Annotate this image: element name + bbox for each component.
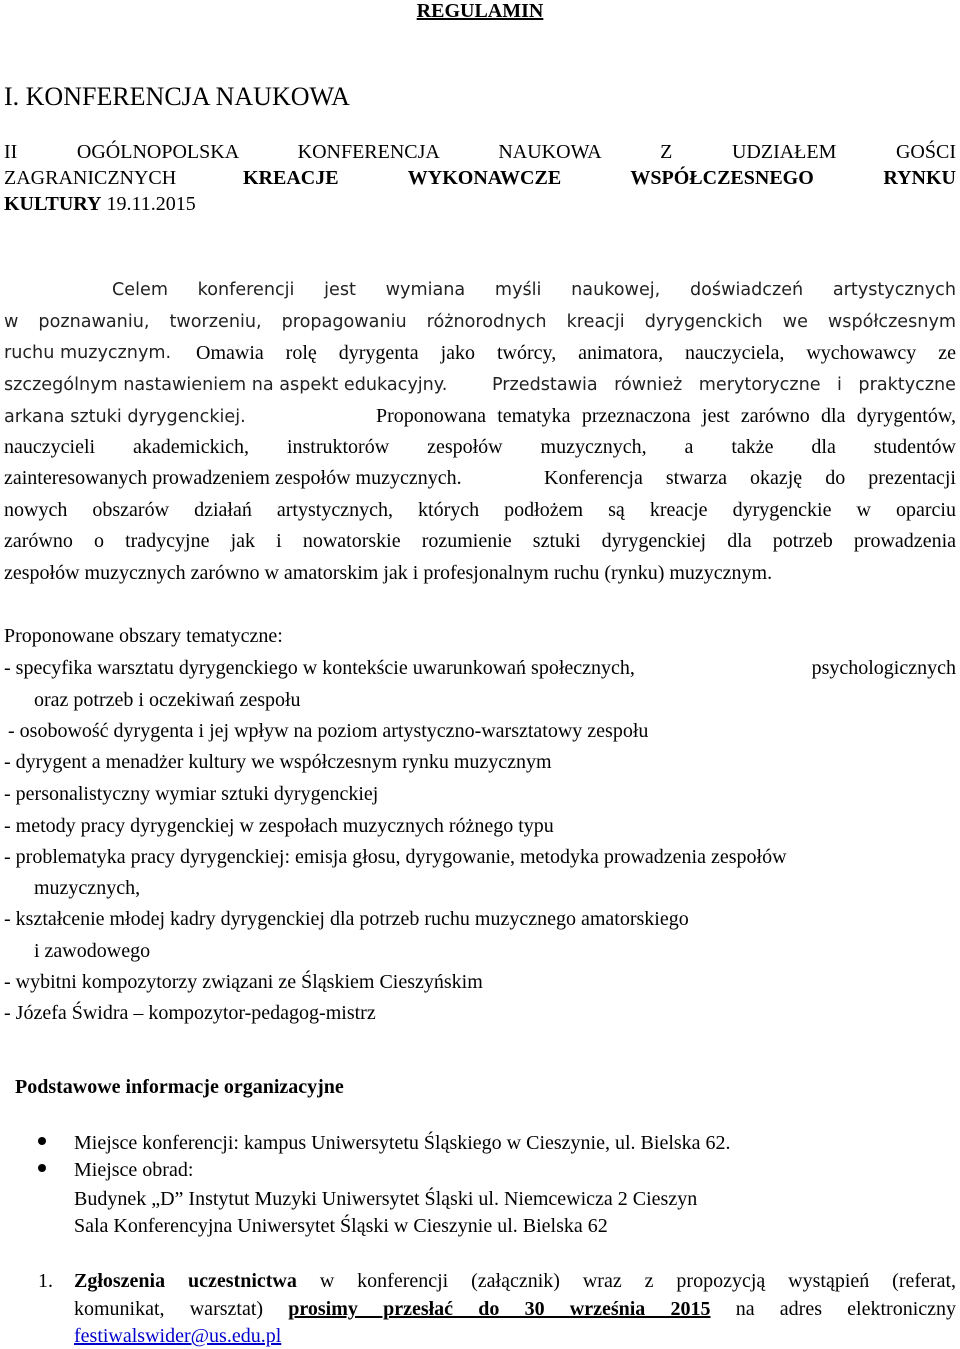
topic-line-6b: muzycznych,: [34, 877, 141, 899]
bullet-icon: [38, 1137, 46, 1145]
numbered-item-lead: Zgłoszenia uczestnictwa: [74, 1270, 297, 1292]
email-row: [74, 1323, 956, 1349]
intro-line-3: [4, 340, 956, 366]
section-heading: I. KONFERENCJA NAUKOWA: [4, 82, 350, 111]
intro-line-1: Celem konferencji jest wymiana myśli naukowej, doświadczeń artystycznych: [112, 280, 956, 300]
numbered-item-text-1: w konferencji (załącznik) wraz z propozycją wystąpień (referat,: [319, 1270, 956, 1292]
topic-line-2: - osobowość dyrygenta i jej wpływ na poziom artystyczno-warsztatowy zespołu: [8, 720, 649, 742]
intro-line-10: zespołów muzycznych zarówno w amatorskim jak i profesjonalnym ruchu (rynku) muzycznym.: [4, 562, 773, 584]
org-bullet-2-line-2: Budynek „D” Instytut Muzyki Uniwersytet Śląski ul. Niemcewicza 2 Cieszyn: [74, 1188, 698, 1210]
intro-sentence-4-end: zainteresowanych prowadzeniem zespołów muzycznych.: [4, 467, 462, 489]
numbered-item-text-2b: na adres elektroniczny: [735, 1298, 957, 1320]
numbered-item-text-2a: komunikat, warsztat): [74, 1298, 264, 1320]
conference-line-1: II OGÓLNOPOLSKA KONFERENCJA NAUKOWA Z UDZIAŁEM GOŚCI: [4, 141, 956, 163]
intro-sentence-1-end: ruchu muzycznym.: [4, 343, 172, 363]
topic-line-5: - metody pracy dyrygenckiej w zespołach muzycznych różnego typu: [4, 815, 554, 837]
topic-line-4: - personalistyczny wymiar sztuki dyrygenckiej: [4, 783, 379, 805]
topic-line-7: - kształcenie młodej kadry dyrygenckiej dla potrzeb ruchu muzycznego amatorskiego: [4, 908, 689, 930]
topic-line-9: - Józefa Świdra – kompozytor-pedagog-mistrz: [4, 1002, 376, 1024]
org-heading: Podstawowe informacje organizacyjne: [15, 1076, 344, 1098]
topic-line-8: - wybitni kompozytorzy związani ze Śląskiem Cieszyńskim: [4, 971, 483, 993]
conference-line-3: [4, 191, 956, 217]
org-bullet-2-line-3: Sala Konferencyjna Uniwersytet Śląski w Cieszynie ul. Bielska 62: [74, 1215, 608, 1237]
topic-line-7b: i zawodowego: [34, 940, 151, 962]
topic-1-start: - specyfika warsztatu dyrygenckiego w kontekście uwarunkowań społecznych,: [4, 657, 635, 679]
bullet-icon: [38, 1164, 46, 1172]
conference-title-text: KREACJE WYKONAWCZE WSPÓŁCZESNEGO RYNKU: [243, 167, 956, 189]
email-link[interactable]: festiwalswider@us.edu.pl: [74, 1325, 282, 1347]
intro-line-9: zarówno o tradycyjne jak i nowatorskie rozumienie sztuki dyrygenckiej dla potrzeb prowadzenia: [4, 530, 956, 552]
deadline-text: prosimy przesłać do 30 września 2015: [288, 1298, 711, 1320]
intro-line-5: [4, 403, 956, 430]
intro-line-2: w poznawaniu, tworzeniu, propagowaniu różnorodnych kreacji dyrygenckich we współczesnym: [4, 312, 956, 332]
numbered-item-line-1: [74, 1268, 956, 1294]
numbered-item-line-2: [74, 1296, 956, 1322]
document-title: REGULAMIN: [416, 0, 544, 22]
topic-1-continued: psychologicznych: [811, 657, 956, 679]
intro-sentence-4-start: Proponowana tematyka przeznaczona jest zarówno dla dyrygentów,: [376, 405, 956, 427]
org-bullet-2: Miejsce obrad:: [74, 1159, 194, 1181]
intro-line-7: [4, 465, 956, 491]
conference-line-2-prefix: ZAGRANICZNYCH: [4, 167, 177, 189]
intro-sentence-3-start: Przedstawia również merytoryczne i praktyczne: [492, 375, 956, 395]
topic-line-3: - dyrygent a menadżer kultury we współczesnym rynku muzycznym: [4, 751, 552, 773]
conference-title-part-1: [243, 165, 956, 191]
topics-heading: Proponowane obszary tematyczne:: [4, 625, 283, 647]
intro-line-6: nauczycieli akademickich, instruktorów zespołów muzycznych, a także dla studentów: [4, 436, 956, 458]
org-bullet-1: Miejsce konferencji: kampus Uniwersytetu Śląskiego w Cieszynie, ul. Bielska 62.: [74, 1132, 731, 1154]
conference-date: 19.11.2015: [106, 193, 196, 215]
intro-line-4: [4, 372, 956, 398]
topic-line-1b: oraz potrzeb i oczekiwań zespołu: [34, 689, 301, 711]
conference-title-part-2: KULTURY: [4, 193, 102, 215]
numbered-item-number: 1.: [38, 1270, 53, 1292]
topic-line-6: - problematyka pracy dyrygenckiej: emisja głosu, dyrygowanie, metodyka prowadzenia zespołów: [4, 846, 787, 868]
intro-sentence-2-end: szczególnym nastawieniem na aspekt edukacyjny.: [4, 375, 448, 395]
intro-line-8: nowych obszarów działań artystycznych, których podłożem są kreacje dyrygenckie w oparciu: [4, 499, 956, 521]
conference-line-2: [4, 165, 956, 191]
intro-sentence-5-start: Konferencja stwarza okazję do prezentacji: [544, 467, 956, 489]
intro-sentence-2-start: Omawia rolę dyrygenta jako twórcy, animatora, nauczyciela, wychowawcy ze: [196, 342, 956, 364]
topic-line-1: [4, 655, 956, 681]
intro-sentence-3-end: arkana sztuki dyrygenckiej.: [4, 407, 246, 427]
